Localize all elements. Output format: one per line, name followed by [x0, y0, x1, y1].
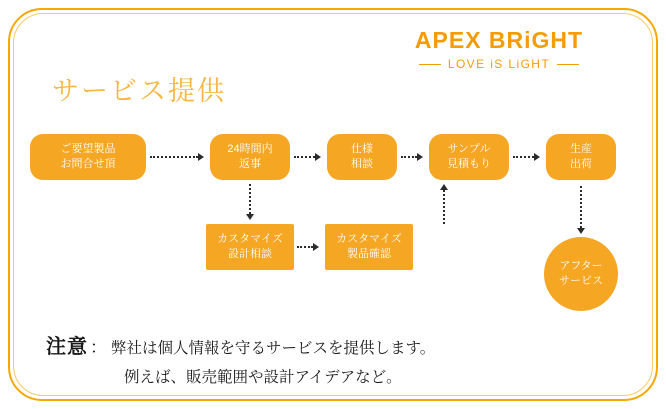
- flow-node-line: 相談: [351, 158, 373, 170]
- footer-note-line-2: 例えば、販売範囲や設計アイデアなど。: [124, 369, 402, 386]
- footer-note-line-1: [46, 330, 616, 359]
- flow-node-request: [30, 134, 146, 180]
- flow-node-line: カスタマイズ: [217, 233, 283, 246]
- arrow-head-icon: [440, 184, 448, 190]
- flow-node-line: 見積もり: [447, 158, 491, 170]
- arrow-head-icon: [534, 153, 540, 161]
- brand-name: APEX BRiGHT: [414, 27, 584, 53]
- flow-node-line: 出荷: [570, 158, 592, 170]
- brand-tagline: LOVE iS LiGHT: [447, 57, 551, 72]
- arrow-head-icon: [417, 153, 423, 161]
- flow-node-reply-24h: [210, 134, 290, 180]
- flow-node-line: 製品確認: [347, 248, 391, 260]
- arrow-custom-confirm-to-sample: [443, 190, 447, 224]
- flow-node-production-shipping: [546, 134, 616, 180]
- flow-node-line: 返事: [239, 158, 261, 170]
- flow-node-line: 仕様: [351, 143, 373, 156]
- footer-note-text-1: 弊社は個人情報を守るサービスを提供します。: [111, 340, 436, 357]
- flow-node-line: アフター: [559, 260, 603, 273]
- flow-node-custom-design: [206, 224, 294, 270]
- flow-node-line: 設計相談: [228, 248, 272, 260]
- flow-node-spec-consult: [327, 134, 397, 180]
- flow-node-line: お問合せ頂: [60, 158, 116, 170]
- footer-note-label: 注意: [46, 336, 88, 358]
- arrow-request-to-reply: [150, 156, 198, 160]
- arrow-sample-to-production: [513, 156, 534, 160]
- arrow-head-icon: [313, 243, 319, 251]
- flow-node-after-service: [544, 237, 618, 311]
- arrow-reply-to-custom-design: [249, 184, 253, 214]
- flow-node-line: サンプル: [447, 143, 491, 156]
- arrow-reply-to-spec: [294, 156, 315, 160]
- flow-node-line: ご要望製品: [60, 143, 116, 156]
- arrow-custom-design-to-confirm: [297, 246, 313, 250]
- flow-node-line: 生産: [570, 143, 592, 156]
- arrow-head-icon: [315, 153, 321, 161]
- flow-node-sample-quote: [429, 134, 509, 180]
- arrow-head-icon: [198, 153, 204, 161]
- arrow-head-icon: [246, 214, 254, 220]
- arrow-spec-to-sample: [401, 156, 417, 160]
- footer-note-colon: ：: [90, 338, 107, 357]
- flow-node-custom-confirm: [325, 224, 413, 270]
- flow-node-line: サービス: [559, 275, 603, 287]
- flow-node-line: カスタマイズ: [336, 233, 402, 246]
- page-title: サービス提供: [52, 76, 226, 106]
- arrow-production-to-after-service: [580, 186, 584, 228]
- footer-note: [46, 330, 616, 387]
- arrow-head-icon: [577, 228, 585, 234]
- flow-node-line: 24時間内: [227, 143, 273, 156]
